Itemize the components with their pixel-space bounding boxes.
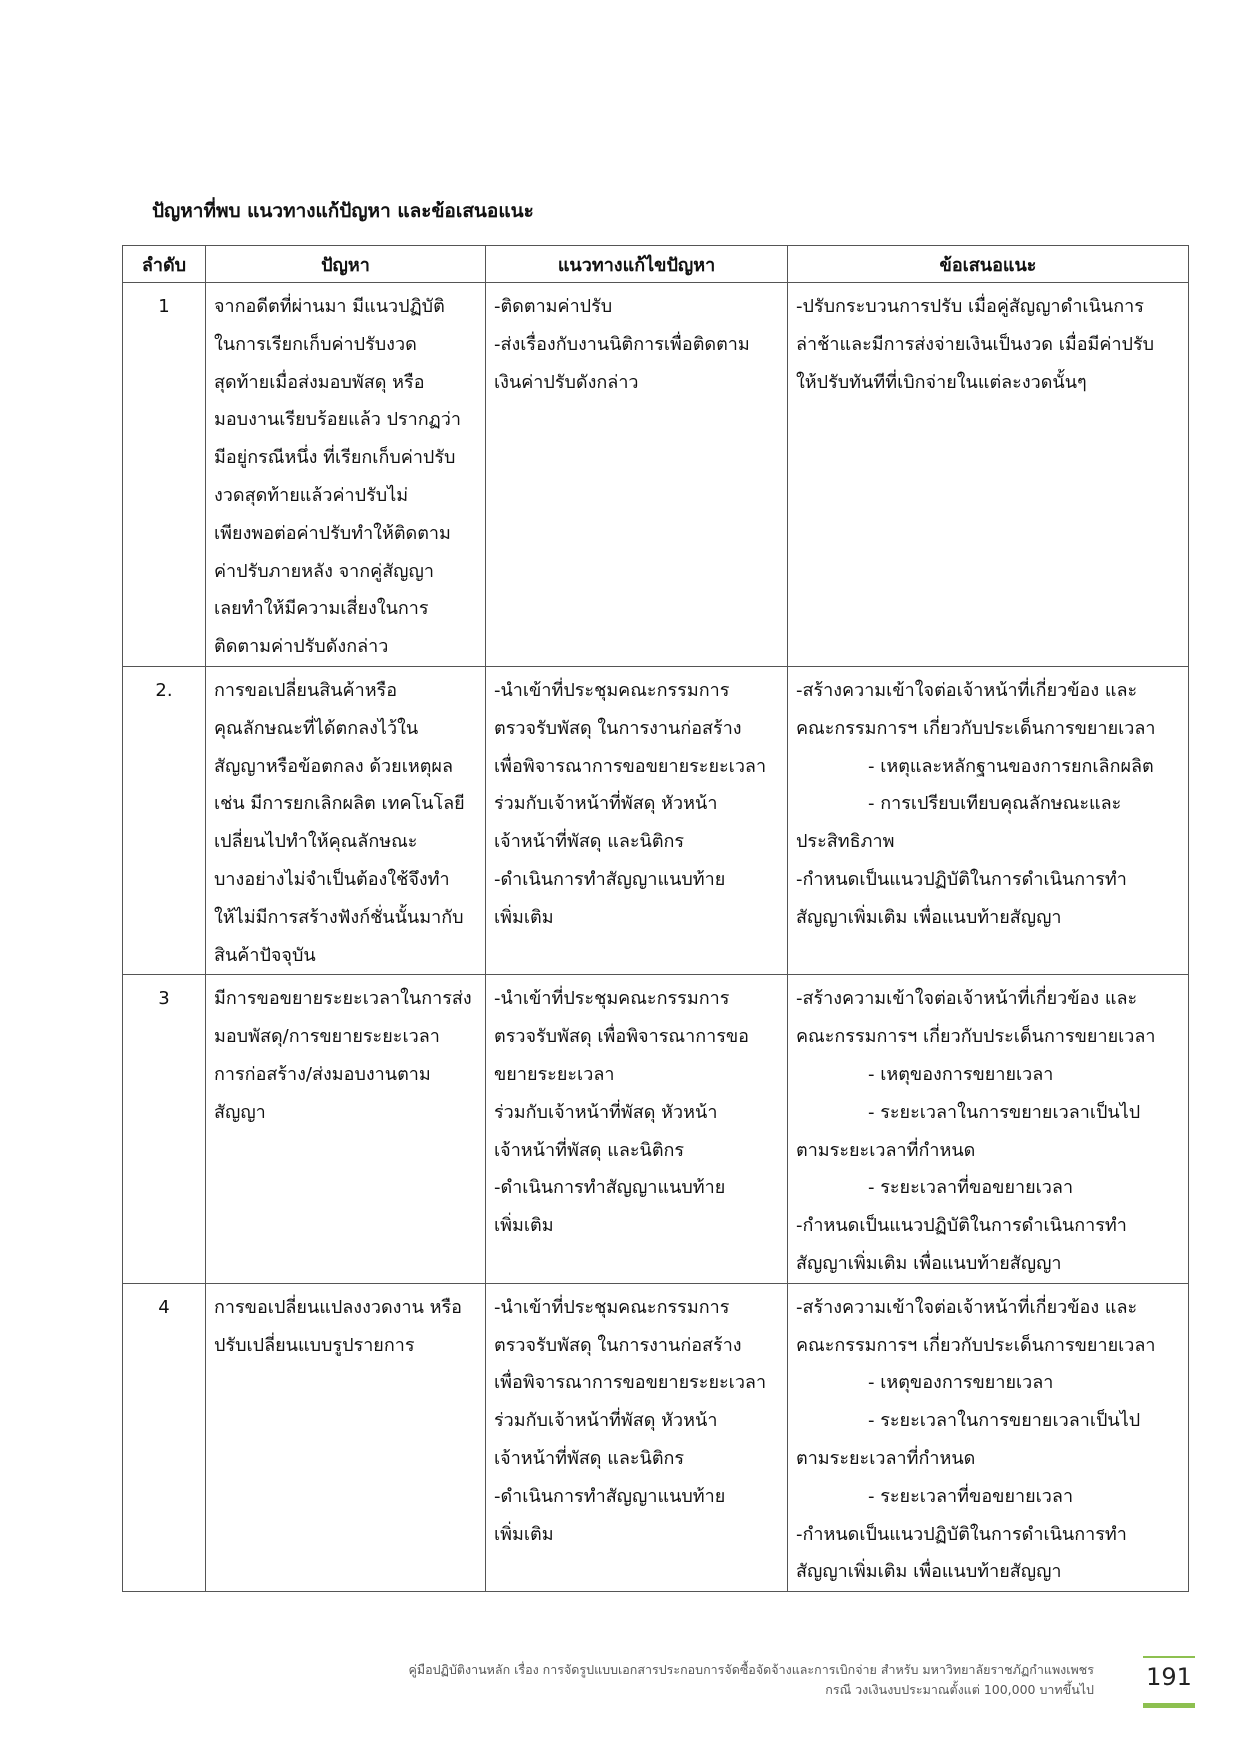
solution-cell-line: ร่วมกับเจ้าหน้าที่พัสดุ หัวหน้า: [494, 1101, 718, 1123]
row-number: 3: [123, 975, 206, 1283]
solution-cell: [486, 666, 788, 974]
suggestion-cell-line: -สร้างความเข้าใจต่อเจ้าหน้าที่เกี่ยวข้อง และ: [796, 679, 1138, 701]
suggestion-cell-line: สัญญาเพิ่มเติม เพื่อแนบท้ายสัญญา: [796, 1561, 1062, 1583]
solution-cell-line: เพิ่มเติม: [494, 906, 554, 928]
suggestion-cell-line: คณะกรรมการฯ เกี่ยวกับประเด็นการขยายเวลา: [796, 1334, 1156, 1356]
problem-cell-line: การก่อสร้าง/ส่งมอบงานตาม: [214, 1063, 431, 1085]
solution-cell-line: ร่วมกับเจ้าหน้าที่พัสดุ หัวหน้า: [494, 793, 718, 815]
solution-cell-line: -นำเข้าที่ประชุมคณะกรรมการ: [494, 679, 730, 701]
solution-cell-line: -ดำเนินการทำสัญญาแนบท้าย: [494, 1485, 726, 1507]
suggestion-cell-line: ประสิทธิภาพ: [796, 831, 895, 853]
problem-cell-line: มอบงานเรียบร้อยแล้ว ปรากฏว่า: [214, 409, 461, 431]
problem-cell-line: สุดท้ายเมื่อส่งมอบพัสดุ หรือ: [214, 371, 425, 393]
suggestion-cell-line: - ระยะเวลาที่ขอขยายเวลา: [868, 1485, 1074, 1507]
problem-cell-line: บางอย่างไม่จำเป็นต้องใช้จึงทำ: [214, 868, 450, 890]
suggestion-cell-line: - ระยะเวลาในการขยายเวลาเป็นไป: [868, 1410, 1141, 1432]
solution-cell-line: เจ้าหน้าที่พัสดุ และนิติกร: [494, 831, 685, 853]
problem-cell-line: ค่าปรับภายหลัง จากคู่สัญญา: [214, 560, 434, 582]
problem-cell-line: งวดสุดท้ายแล้วค่าปรับไม่: [214, 484, 409, 506]
problem-cell: [206, 975, 486, 1283]
row-number: 1: [123, 283, 206, 667]
suggestion-cell-line: -สร้างความเข้าใจต่อเจ้าหน้าที่เกี่ยวข้อง และ: [796, 1296, 1138, 1318]
table-header-row: [123, 246, 1189, 283]
suggestion-cell-line: -กำหนดเป็นแนวปฏิบัติในการดำเนินการทำ: [796, 1215, 1127, 1237]
problem-cell-line: การขอเปลี่ยนสินค้าหรือ: [214, 679, 398, 701]
suggestion-cell: [788, 666, 1189, 974]
solution-cell-line: ร่วมกับเจ้าหน้าที่พัสดุ หัวหน้า: [494, 1410, 718, 1432]
suggestion-cell-line: - เหตุของการขยายเวลา: [868, 1372, 1054, 1394]
table-row: [123, 975, 1189, 1283]
solution-cell-line: -ดำเนินการทำสัญญาแนบท้าย: [494, 868, 726, 890]
suggestion-cell: [788, 1283, 1189, 1591]
solution-cell-line: เพื่อพิจารณาการขอขยายระยะเวลา: [494, 755, 767, 777]
header-order: ลำดับ: [123, 246, 206, 283]
solution-cell-line: เจ้าหน้าที่พัสดุ และนิติกร: [494, 1447, 685, 1469]
suggestion-cell-line: ล่าช้าและมีการส่งจ่ายเงินเป็นงวด เมื่อมีค่าปรับ: [796, 333, 1155, 355]
suggestion-cell-line: - ระยะเวลาที่ขอขยายเวลา: [868, 1177, 1074, 1199]
problem-cell-line: เลยทำให้มีความเสี่ยงในการ: [214, 598, 429, 620]
suggestion-cell-line: - การเปรียบเทียบคุณลักษณะและ: [868, 793, 1122, 815]
suggestion-cell-line: คณะกรรมการฯ เกี่ยวกับประเด็นการขยายเวลา: [796, 717, 1156, 739]
problems-table: [122, 245, 1189, 1592]
table-row: [123, 1283, 1189, 1591]
solution-cell-line: ตรวจรับพัสดุ เพื่อพิจารณาการขอ: [494, 1026, 749, 1048]
suggestion-cell-line: - เหตุของการขยายเวลา: [868, 1063, 1054, 1085]
problem-cell-line: มีอยู่กรณีหนึ่ง ที่เรียกเก็บค่าปรับ: [214, 447, 456, 469]
suggestion-cell-line: -กำหนดเป็นแนวปฏิบัติในการดำเนินการทำ: [796, 868, 1127, 890]
row-number: 2.: [123, 666, 206, 974]
table-row: [123, 666, 1189, 974]
problem-cell-line: คุณลักษณะที่ได้ตกลงไว้ใน: [214, 717, 419, 739]
suggestion-cell-line: สัญญาเพิ่มเติม เพื่อแนบท้ายสัญญา: [796, 1252, 1062, 1274]
row-number: 4: [123, 1283, 206, 1591]
page-heading: ปัญหาที่พบ แนวทางแก้ปัญหา และข้อเสนอแนะ: [152, 200, 534, 222]
solution-cell-line: ขยายระยะเวลา: [494, 1063, 615, 1085]
problem-cell-line: ติดตามค่าปรับดังกล่าว: [214, 636, 389, 658]
solution-cell-line: -นำเข้าที่ประชุมคณะกรรมการ: [494, 1296, 730, 1318]
header-suggestion: ข้อเสนอแนะ: [788, 246, 1189, 283]
solution-cell-line: เพื่อพิจารณาการขอขยายระยะเวลา: [494, 1372, 767, 1394]
problem-cell-line: สัญญาหรือข้อตกลง ด้วยเหตุผล: [214, 755, 453, 777]
solution-cell-line: -นำเข้าที่ประชุมคณะกรรมการ: [494, 988, 730, 1010]
solution-cell-line: เพิ่มเติม: [494, 1215, 554, 1237]
footer-line-2: กรณี วงเงินงบประมาณตั้งแต่ 100,000 บาทขึ้นไป: [825, 1682, 1094, 1697]
problem-cell-line: เพียงพอต่อค่าปรับทำให้ติดตาม: [214, 522, 451, 544]
suggestion-cell-line: -สร้างความเข้าใจต่อเจ้าหน้าที่เกี่ยวข้อง และ: [796, 988, 1138, 1010]
solution-cell: [486, 283, 788, 667]
problem-cell-line: เปลี่ยนไปทำให้คุณลักษณะ: [214, 831, 418, 853]
suggestion-cell: [788, 975, 1189, 1283]
problem-cell: [206, 1283, 486, 1591]
problem-cell-line: ปรับเปลี่ยนแบบรูปรายการ: [214, 1334, 415, 1356]
solution-cell-line: เงินค่าปรับดังกล่าว: [494, 371, 639, 393]
solution-cell: [486, 1283, 788, 1591]
table-row: [123, 283, 1189, 667]
solution-cell-line: เพิ่มเติม: [494, 1523, 554, 1545]
problem-cell-line: การขอเปลี่ยนแปลงงวดงาน หรือ: [214, 1296, 462, 1318]
suggestion-cell-line: ตามระยะเวลาที่กำหนด: [796, 1447, 976, 1469]
header-problem: ปัญหา: [206, 246, 486, 283]
solution-cell-line: ตรวจรับพัสดุ ในการงานก่อสร้าง: [494, 1334, 742, 1356]
suggestion-cell-line: ตามระยะเวลาที่กำหนด: [796, 1139, 976, 1161]
solution-cell-line: ตรวจรับพัสดุ ในการงานก่อสร้าง: [494, 717, 742, 739]
problem-cell-line: สัญญา: [214, 1101, 266, 1123]
problem-cell-line: จากอดีตที่ผ่านมา มีแนวปฏิบัติ: [214, 296, 445, 317]
solution-cell-line: เจ้าหน้าที่พัสดุ และนิติกร: [494, 1139, 685, 1161]
footer-text: [409, 1660, 1094, 1700]
suggestion-cell-line: -ปรับกระบวนการปรับ เมื่อคู่สัญญาดำเนินการ: [796, 296, 1144, 317]
problem-cell-line: มอบพัสดุ/การขยายระยะเวลา: [214, 1026, 440, 1048]
page-number-bottom-rule: [1143, 1703, 1195, 1708]
suggestion-cell: [788, 283, 1189, 667]
suggestion-cell-line: - ระยะเวลาในการขยายเวลาเป็นไป: [868, 1101, 1141, 1123]
page-number: 191: [1146, 1663, 1192, 1691]
suggestion-cell-line: - เหตุและหลักฐานของการยกเลิกผลิต: [868, 755, 1154, 777]
problem-cell-line: ให้ไม่มีการสร้างฟังก์ชั่นนั้นมากับ: [214, 906, 464, 928]
suggestion-cell-line: สัญญาเพิ่มเติม เพื่อแนบท้ายสัญญา: [796, 906, 1062, 928]
suggestion-cell-line: คณะกรรมการฯ เกี่ยวกับประเด็นการขยายเวลา: [796, 1026, 1156, 1048]
footer-line-1: คู่มือปฏิบัติงานหลัก เรื่อง การจัดรูปแบบเอกสารประกอบการจัดซื้อจัดจ้างและการเบิกจ่าย สำหรับ มหาวิทยาลัยราชภัฏกำแพงเพชร: [408, 1662, 1094, 1677]
solution-cell-line: -ส่งเรื่องกับงานนิติการเพื่อติดตาม: [494, 333, 750, 355]
problem-cell-line: เช่น มีการยกเลิกผลิต เทคโนโลยี: [214, 793, 465, 815]
problem-cell: [206, 283, 486, 667]
problem-cell-line: มีการขอขยายระยะเวลาในการส่ง: [214, 988, 472, 1010]
page-number-top-rule: [1143, 1656, 1195, 1658]
header-solution: แนวทางแก้ไขปัญหา: [486, 246, 788, 283]
problem-cell-line: ในการเรียกเก็บค่าปรับงวด: [214, 333, 417, 355]
suggestion-cell-line: ให้ปรับทันทีที่เบิกจ่ายในแต่ละงวดนั้นๆ: [796, 371, 1087, 393]
problem-cell-line: สินค้าปัจจุบัน: [214, 944, 316, 966]
solution-cell-line: -ติดตามค่าปรับ: [494, 296, 613, 317]
solution-cell-line: -ดำเนินการทำสัญญาแนบท้าย: [494, 1177, 726, 1199]
solution-cell: [486, 975, 788, 1283]
problem-cell: [206, 666, 486, 974]
suggestion-cell-line: -กำหนดเป็นแนวปฏิบัติในการดำเนินการทำ: [796, 1523, 1127, 1545]
